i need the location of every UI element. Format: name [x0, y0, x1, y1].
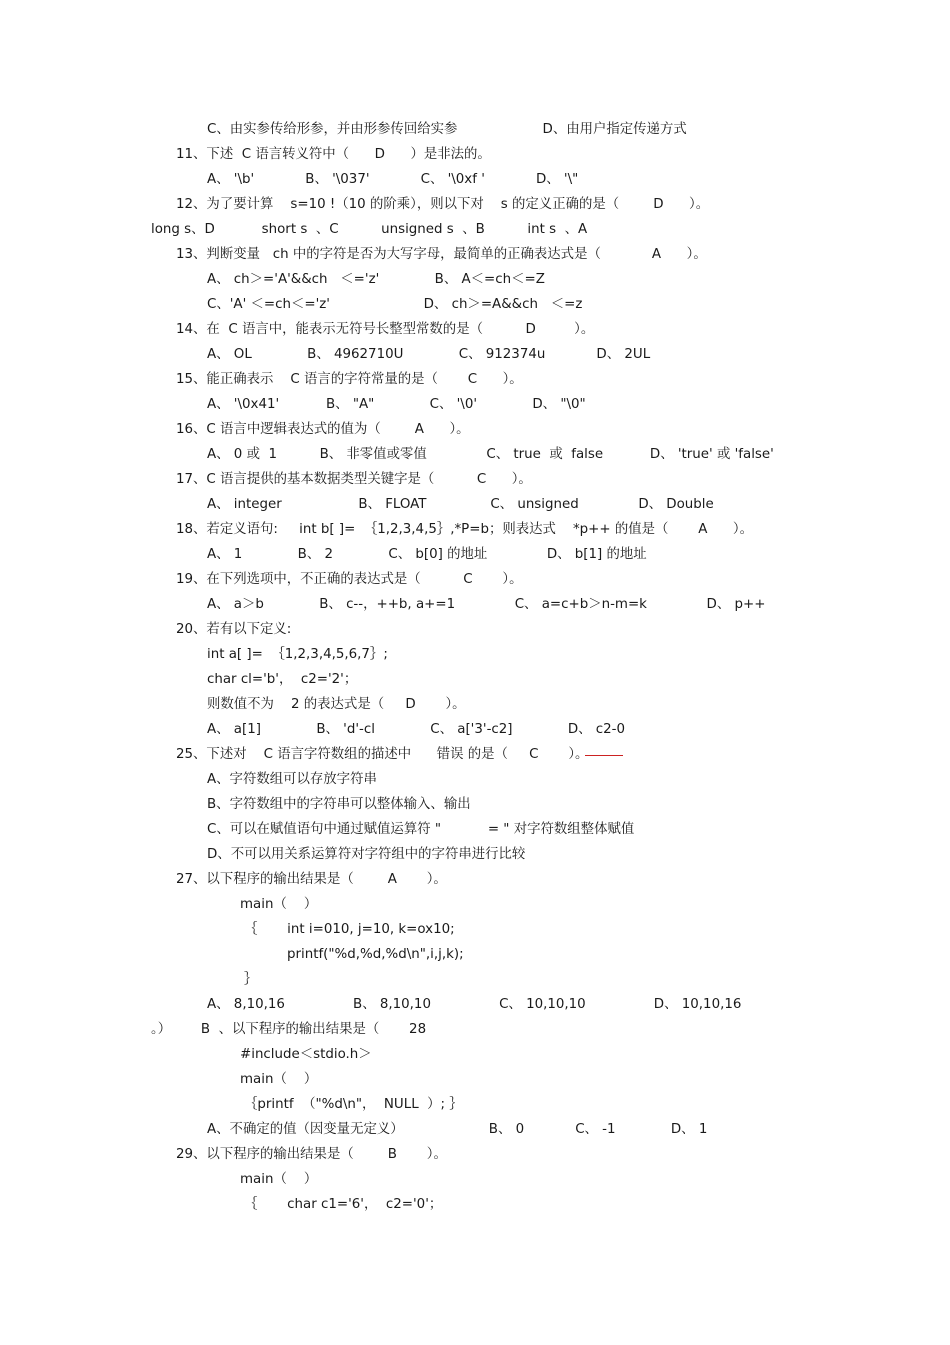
question-11: 11、下述 C 语言转义符中（ D ）是非法的。	[176, 147, 491, 162]
option-25-d: D、不可以用关系运算符对字符组中的字符串进行比较	[207, 847, 526, 862]
options-14: A、 OL B、 4962710U C、 912374u D、 2UL	[207, 347, 651, 362]
options-16: A、 0 或 1 B、 非零值或零值 C、 true 或 false D、 'true' 或 'false'	[207, 447, 774, 462]
code-line: main（ ）	[240, 1072, 318, 1087]
options-15: A、 '\0x41' B、 "A" C、 '\0' D、 "\0"	[207, 397, 586, 412]
question-12: 12、为了要计算 s=10 !（10 的阶乘），则以下对 s 的定义正确的是（ D ）。	[176, 197, 710, 212]
code-line: main（ ）	[240, 897, 318, 912]
text-line: C、由实参传给形参，并由形参传回给实参 D、由用户指定传递方式	[207, 122, 687, 137]
options-11: A、 '\b' B、 '\037' C、 '\0xf ' D、 '\"	[207, 172, 579, 187]
options-28: A、不确定的值（因变量无定义） B、 0 C、 -1 D、 1	[207, 1122, 708, 1137]
question-14: 14、在 C 语言中，能表示无符号长整型常数的是（ D ）。	[176, 322, 595, 337]
options-13-cd: C、'A' ＜=ch＜='z' D、 ch＞=A&&ch ＜=z	[207, 297, 583, 312]
code-line: char cl='b'， c2='2'；	[207, 672, 358, 687]
options-12: long s、D short s 、C unsigned s 、B int s 、A	[151, 222, 588, 237]
question-20: 20、若有以下定义:	[176, 622, 292, 637]
question-29: 29、以下程序的输出结果是（ B ）。	[176, 1147, 447, 1162]
question-28: 。） B 、以下程序的输出结果是（ 28	[151, 1022, 427, 1037]
option-25-c: C、可以在赋值语句中通过赋值运算符 " = " 对字符数组整体赋值	[207, 822, 635, 837]
question-17: 17、C 语言提供的基本数据类型关键字是（ C ）。	[176, 472, 532, 487]
options-17: A、 integer B、 FLOAT C、 unsigned D、 Double	[207, 497, 714, 512]
code-line: printf("%d,%d,%d\n",i,j,k);	[287, 947, 464, 962]
code-line: main（ ）	[240, 1172, 318, 1187]
option-25-a: A、字符数组可以存放字符串	[207, 772, 377, 787]
options-20: A、 a[1] B、 'd'-cl C、 a['3'-c2] D、 c2-0	[207, 722, 626, 737]
question-18: 18、若定义语句: int b[ ]= ｛1,2,3,4,5｝,*P=b；则表达式 *p++ 的值是（ A ）。	[176, 522, 753, 537]
question-25: 25、下述对 C 语言字符数组的描述中 错误 的是（ C ）。	[176, 747, 589, 762]
question-15: 15、能正确表示 C 语言的字符常量的是（ C ）。	[176, 372, 523, 387]
code-line: ｛ char c1='6'， c2='0'；	[244, 1197, 443, 1212]
code-line: #include＜stdio.h＞	[240, 1047, 372, 1062]
question-19: 19、在下列选项中，不正确的表达式是（ C ）。	[176, 572, 523, 587]
options-18: A、 1 B、 2 C、 b[0] 的地址 D、 b[1] 的地址	[207, 547, 647, 562]
red-underline	[585, 755, 623, 756]
code-line: ｝	[244, 972, 258, 987]
options-19: A、 a＞b B、 c--，++b, a+=1 C、 a=c+b＞n-m=k D、 p++	[207, 597, 766, 612]
question-16: 16、C 语言中逻辑表达式的值为（ A ）。	[176, 422, 470, 437]
question-20-stem: 则数值不为 2 的表达式是（ D ）。	[207, 697, 466, 712]
code-line: ｛printf （"%d\n"， NULL ）; ｝	[244, 1097, 463, 1112]
code-line: ｛ int i=010, j=10, k=ox10;	[244, 922, 455, 937]
options-27: A、 8,10,16 B、 8,10,10 C、 10,10,10 D、 10,10,16	[207, 997, 742, 1012]
options-13-ab: A、 ch＞='A'&&ch ＜='z' B、 A＜=ch＜=Z	[207, 272, 545, 287]
option-25-b: B、字符数组中的字符串可以整体输入、输出	[207, 797, 471, 812]
question-27: 27、以下程序的输出结果是（ A ）。	[176, 872, 447, 887]
question-13: 13、判断变量 ch 中的字符是否为大写字母，最简单的正确表达式是（ A ）。	[176, 247, 707, 262]
code-line: int a[ ]= ｛1,2,3,4,5,6,7｝;	[207, 647, 388, 662]
